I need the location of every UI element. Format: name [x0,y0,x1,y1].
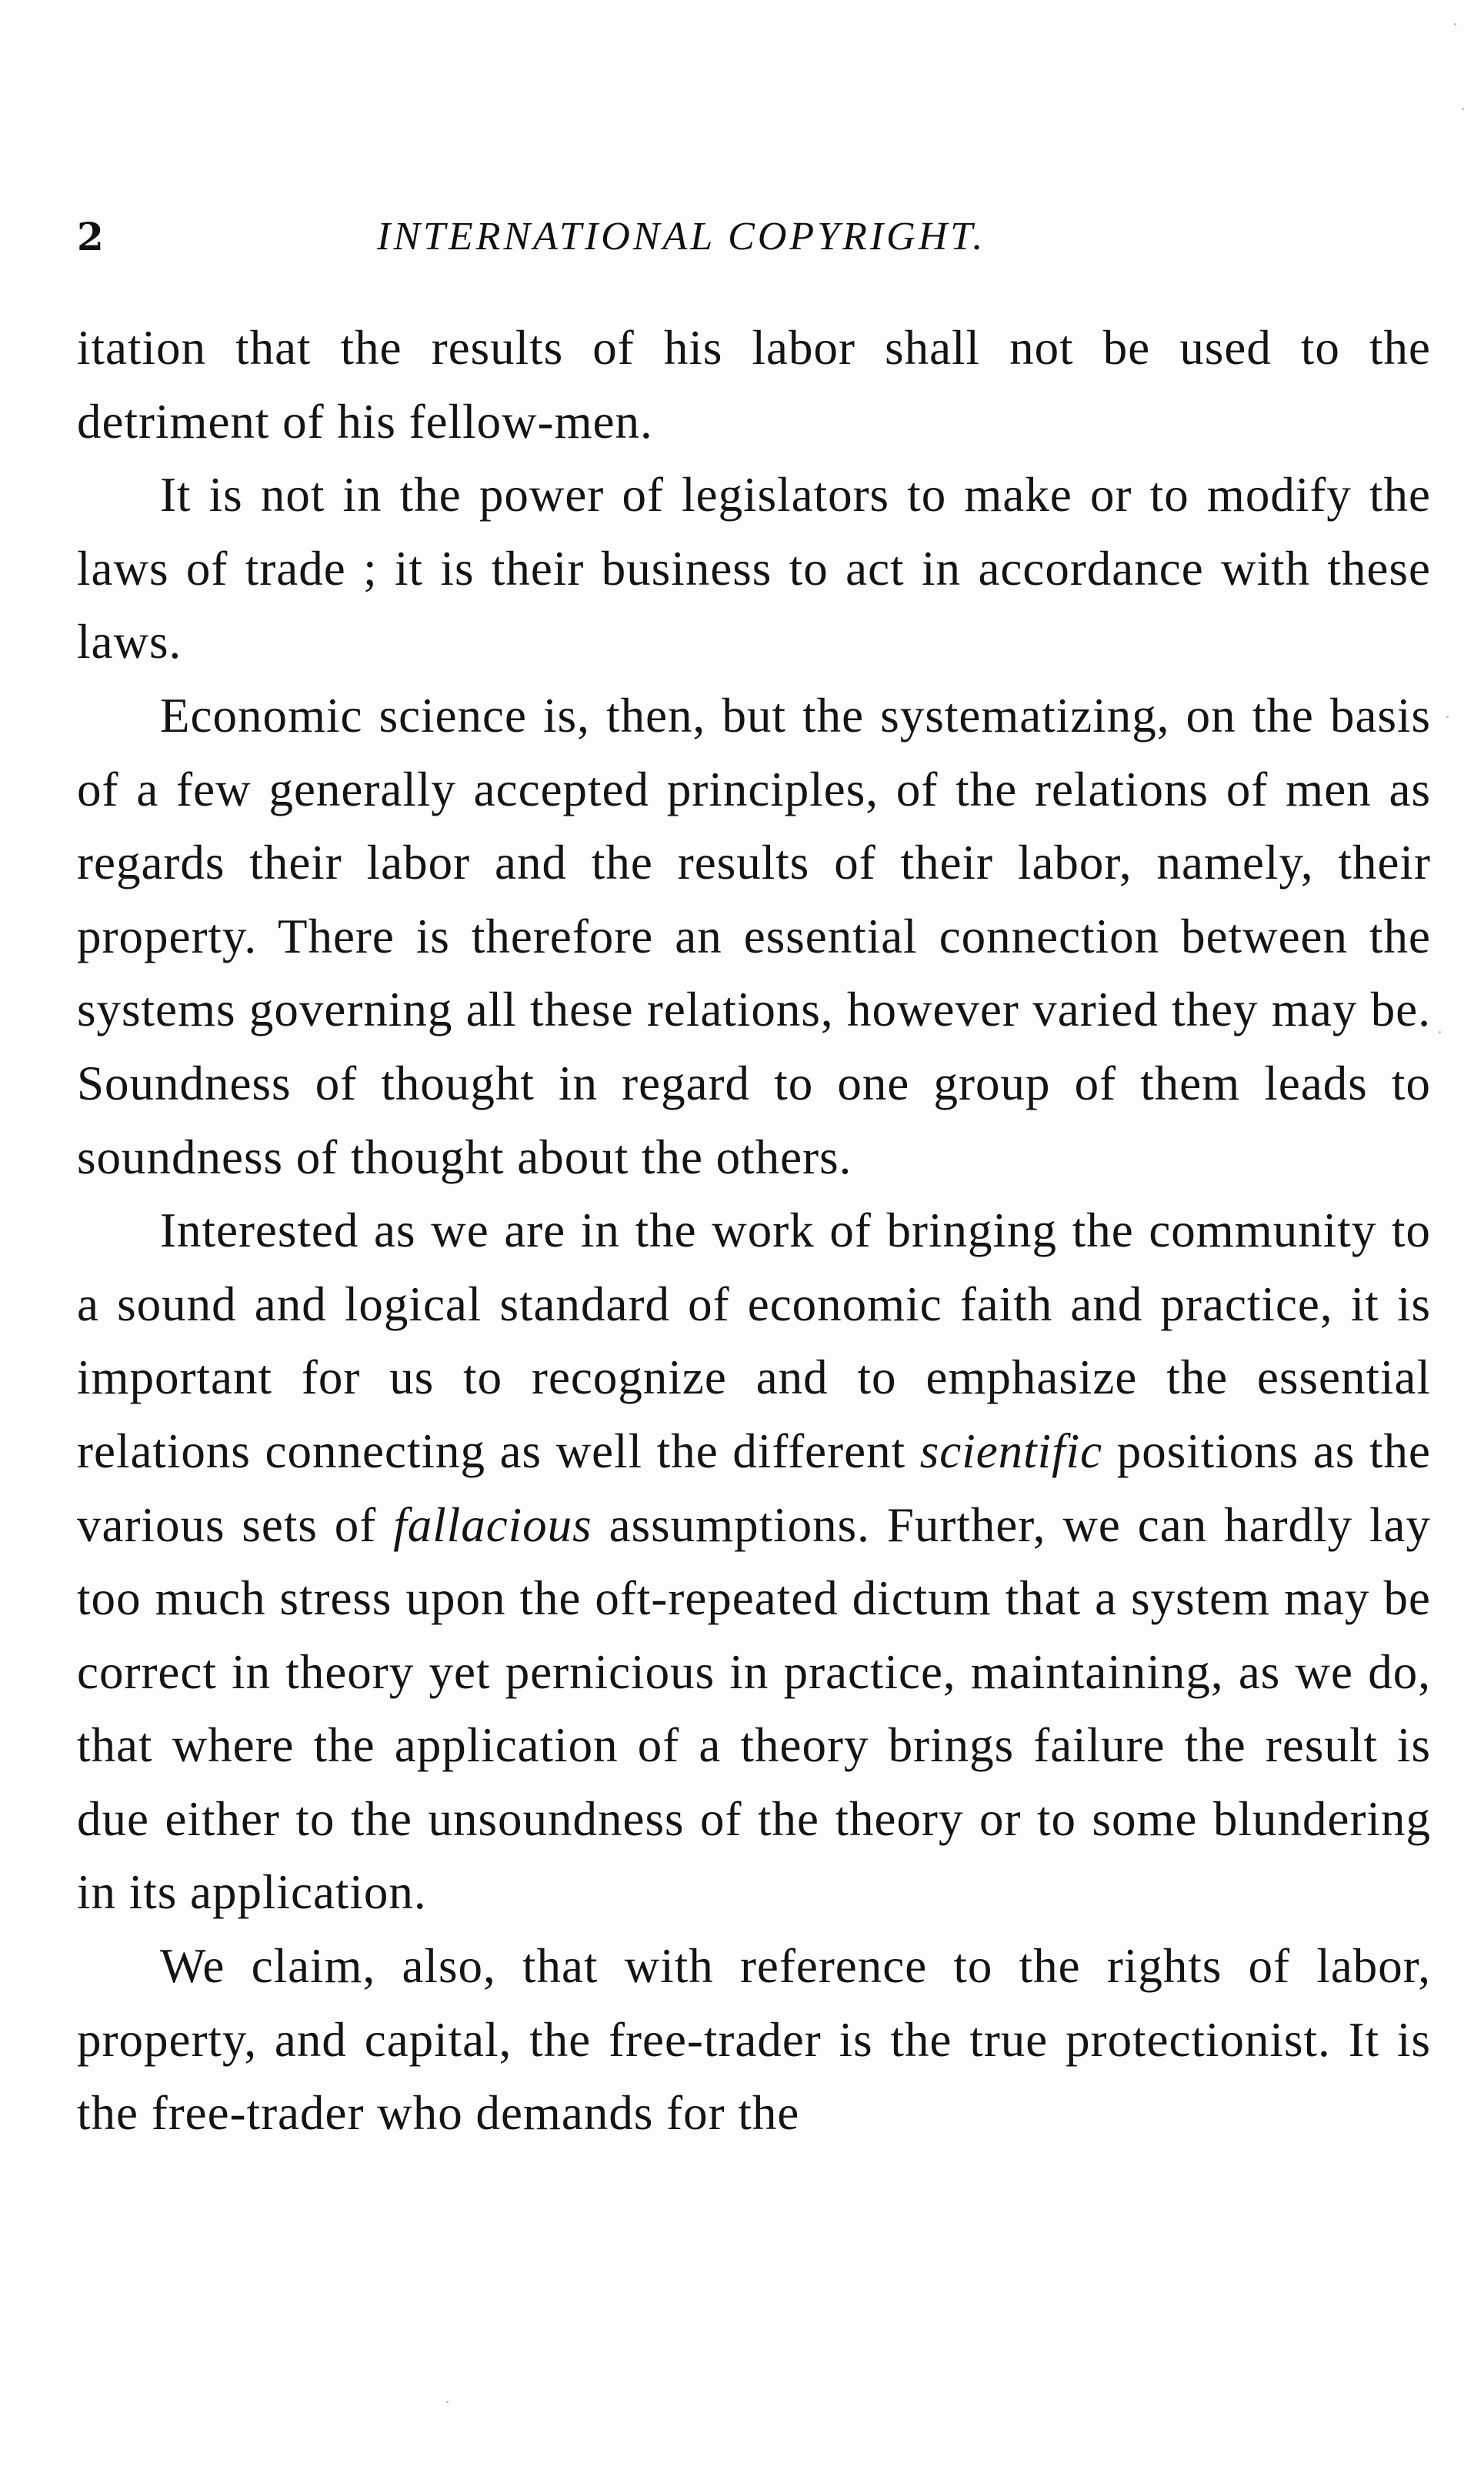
running-head: INTERNATIONAL COPYRIGHT. [377,215,986,259]
paragraph-text: assumptions. Further, we can hardly lay too much stress upon the oft-repeated dictum that a system may be correct in theory yet pernicious in practice, maintaining, as we do, that where the application of a theory brings failure the result is due either to the unsoundness of the theory or to some blundering in its application. [77,1497,1431,1920]
page-header [77,206,1431,268]
page-number: 2 [77,214,104,259]
paragraph-text: itation that the results of his labor shall not be used to the detriment of his fellow-men. [77,321,1431,449]
paper-speck [1446,716,1449,718]
paragraph-text: positions as the various sets of [77,1424,1432,1552]
paper-speck [1454,23,1456,25]
paragraph-text: Interested as we are in the work of bringing the community to a sound and logical standard of economic faith and practice, it is important for us to recognize and to emphasize the essential relations connecting as well the different [77,1203,1431,1478]
body-text [77,312,1431,2151]
paragraph-interested [77,1194,1431,1930]
paragraph-text: Economic science is, then, but the systematizing, on the basis of a few generally accepted principles, of the relations of men as regards their labor and the results of their labor, namely, their property. There is therefore an essential connection between the systems governing all these relations, however varied they may be. Soundness of thought in regard to one group of them leads to soundness of thought about the others. [77,688,1431,1184]
paper-speck [446,2401,449,2403]
italic-word-scientific: scientific [919,1424,1103,1478]
italic-word-fallacious: fallacious [393,1497,592,1552]
paragraph-we-claim [77,1930,1431,2151]
paper-speck [1462,108,1464,110]
paragraph-text: We claim, also, that with reference to the rights of labor, property, and capital, the free-trader is the true protectionist. It is the free-trader who demands for the [77,1939,1431,2141]
paragraph-economic-science [77,679,1431,1194]
paragraph-text: It is not in the power of legislators to make or to modify the laws of trade ; it is their business to act in accordance with these laws. [77,468,1431,669]
paragraph-legislators [77,459,1431,679]
paper-speck [1439,1031,1441,1033]
paragraph-continued [77,312,1431,459]
